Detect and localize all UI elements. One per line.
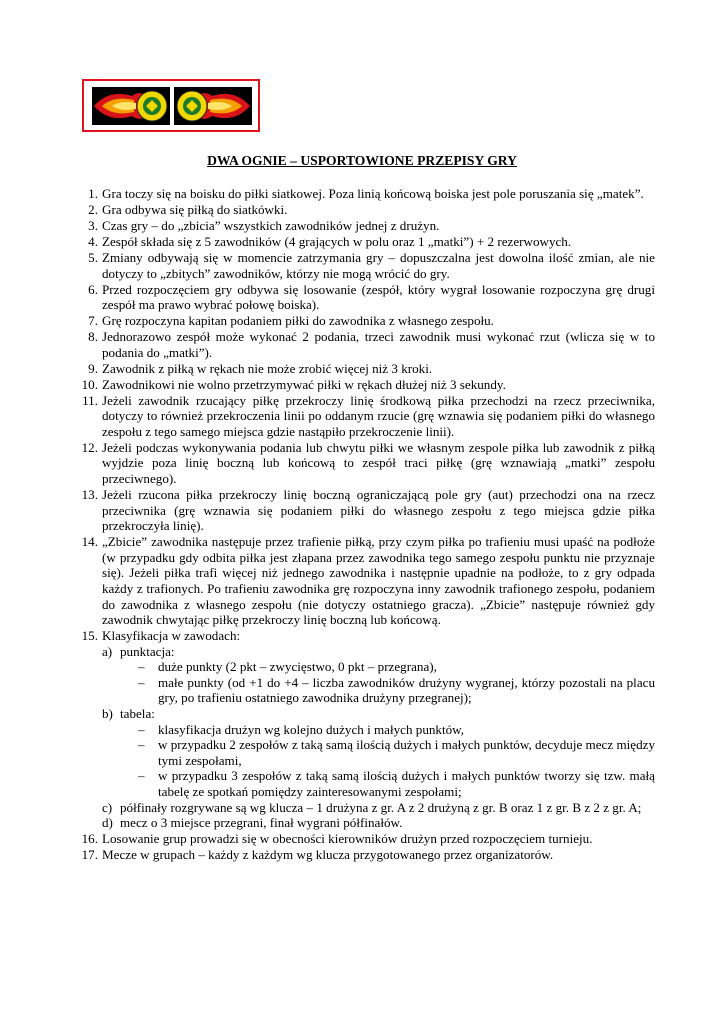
rule-item [88, 329, 655, 360]
list-item-text: klasyfikacja drużyn wg kolejno dużych i małych punktów, [158, 721, 465, 737]
document-title: DWA OGNIE – USPORTOWIONE PRZEPISY GRY [207, 153, 517, 168]
rule-text: Zawodnik z piłką w rękach nie może zrobić więcej niż 3 kroki. [102, 360, 433, 376]
classification-semifinals [102, 800, 655, 816]
rule-item [88, 249, 655, 281]
sub-text: mecz o 3 miejsce przegrani, finał wygrani półfinałów. [120, 815, 403, 831]
rule-item [88, 281, 655, 313]
sub-letter: d) [102, 815, 113, 831]
rule-number: 14. [81, 534, 98, 550]
rule-item [81, 847, 655, 863]
rule-item [88, 201, 655, 218]
rule-text: Zmiany odbywają się w momencie zatrzymania gry – dopuszczalna jest dowolna ilość zmian, ale nie dotyczy to „zbitych” zawodników, którzy nie mogą wrócić do gry. [102, 249, 655, 281]
rule-number: 15. [81, 628, 98, 644]
dash-bullet: – [138, 721, 145, 737]
rule-item [81, 439, 655, 487]
scoring-list [120, 659, 655, 706]
classification-scoring [102, 644, 655, 706]
rule-text: Mecze w grupach – każdy z każdym wg klucza przygotowanego przez organizatorów. [102, 847, 554, 863]
sub-label: punktacja: [120, 643, 175, 659]
rule-text: Gra odbywa się piłką do siatkówki. [102, 201, 288, 217]
list-item-text: małe punkty (od +1 do +4 – liczba zawodników drużyny wygranej, którzy pozostali na placu gry, po trafieniu ostatniego zawodnika drużyny przegranej); [158, 674, 655, 706]
list-item [138, 674, 655, 706]
sub-letter: a) [102, 643, 113, 659]
list-item [138, 721, 655, 738]
classification-table [102, 706, 655, 800]
rule-item [88, 217, 655, 234]
sub-label: tabela: [120, 706, 155, 722]
sub-text: półfinały rozgrywane są wg klucza – 1 drużyna z gr. A z 2 drużyną z gr. B oraz 1 z gr. B z 2 z gr. A; [120, 799, 642, 815]
rule-number: 4. [88, 233, 98, 249]
rule-text: Jeżeli podczas wykonywania podania lub chwytu piłki we własnym zespole piłka lub zawodnik z piłką wyjdzie poza linię boczną lub końcową to zespół traci piłkę (grę wznawiają „matki” zespołu przeciwnego). [102, 439, 655, 486]
fireball-icon [174, 87, 252, 125]
rule-number: 5. [88, 249, 98, 265]
list-item [138, 737, 655, 768]
list-item-text: w przypadku 3 zespołów z taką samą ilością dużych i małych punktów tworzy się tzw. małą tabelę ze spotkań pomiędzy zainteresowanymi zespołami; [158, 768, 655, 800]
rule-item [88, 186, 655, 202]
rule-text: Grę rozpoczyna kapitan podaniem piłki do zawodnika z własnego zespołu. [102, 313, 494, 329]
rule-number: 8. [88, 329, 98, 345]
rule-item [88, 360, 655, 377]
fireball-logo-left [92, 87, 170, 125]
rule-item [88, 313, 655, 329]
rule-number: 13. [81, 486, 98, 502]
rule-number: 7. [88, 313, 98, 329]
classification-list [102, 644, 655, 831]
rule-number: 16. [81, 831, 98, 847]
rule-number: 11. [82, 392, 98, 408]
rule-item [81, 534, 655, 628]
list-item [138, 659, 655, 675]
rule-text: Zawodnikowi nie wolno przetrzymywać piłki w rękach dłużej niż 3 sekundy. [102, 376, 506, 392]
rule-number: 2. [88, 201, 98, 217]
rule-text: Czas gry – do „zbicia” wszystkich zawodników jednej z drużyn. [102, 217, 440, 233]
dash-bullet: – [138, 674, 145, 690]
sub-letter: b) [102, 706, 113, 722]
rule-text: Zespół składa się z 5 zawodników (4 grających w polu oraz 1 „matki”) + 2 rezerwowych. [102, 233, 572, 249]
rule-item [82, 392, 655, 440]
rule-text: Jednorazowo zespół może wykonać 2 podania, trzeci zawodnik musi wykonać rzut (wlicza się w to podania do „matki”). [102, 329, 655, 360]
rule-text: Jeżeli zawodnik rzucający piłkę przekroczy linię środkową piłka przechodzi na rzecz przeciwnika, dotyczy to również przekroczenia linii po oddanym rzucie (grę wznawia się podaniem piłki do własnego zespołu z tego samego miejsca gdzie nastąpiło przekroczenie linii). [102, 392, 655, 439]
dash-bullet: – [138, 768, 145, 784]
rule-number: 1. [88, 186, 98, 201]
fireball-logo-right [174, 87, 252, 125]
rule-text: Klasyfikacja w zawodach: [102, 628, 241, 644]
rule-number: 12. [81, 439, 98, 455]
dash-bullet: – [138, 659, 145, 675]
rule-item [81, 376, 655, 393]
logo [82, 79, 260, 132]
rule-text: Przed rozpoczęciem gry odbywa się losowanie (zespół, który wygrał losowanie rozpoczyna grę drugi zespół ma prawo wybrać połowę boiska). [102, 281, 655, 313]
rule-number: 17. [81, 847, 98, 863]
rule-item-classification [81, 628, 655, 831]
sub-letter: c) [102, 799, 113, 815]
rule-text: Losowanie grup prowadzi się w obecności kierowników drużyn przed rozpoczęciem turnieju. [102, 831, 593, 847]
rule-number: 10. [81, 376, 98, 392]
rule-text: Gra toczy się na boisku do piłki siatkowej. Poza linią końcową boiska jest pole poruszania się „matek”. [102, 186, 644, 201]
rule-item [88, 233, 655, 250]
rule-text: „Zbicie” zawodnika następuje przez trafienie piłką, przy czym piłka po trafieniu musi upaść na podłoże (w przypadku gdy odbita piłka jest złapana przez zawodnika tego samego zespołu punktu nie przyznaje się). Jeżeli piłka trafi więcej niż jednego zawodnika i następnie upadnie na podłoże, to z gry odpada każdy z trafionych. Po trafieniu zawodnika grę rozpoczyna inny zawodnik trafionego zespołu, podaniem do zawodnika z własnego zespołu (nie dotyczy ostatniego gracza). „Zbicie” następuje również gdy zawodnik chwytając piłkę przekroczy linię boczną lub końcową. [102, 534, 655, 628]
rule-item [81, 831, 655, 847]
rule-number: 9. [88, 360, 98, 376]
list-item-text: duże punkty (2 pkt – zwycięstwo, 0 pkt – przegrana), [158, 659, 437, 675]
rules-list [81, 186, 655, 863]
dash-bullet: – [138, 737, 145, 753]
list-item-text: w przypadku 2 zespołów z taką samą ilością dużych i małych punktów, decyduje mecz między tymi zespołami, [158, 737, 655, 768]
rule-number: 6. [88, 281, 98, 297]
classification-finals [102, 815, 655, 831]
rule-item [81, 486, 655, 534]
list-item [138, 768, 655, 800]
rule-text: Jeżeli rzucona piłka przekroczy linię boczną ograniczającą pole gry (aut) przechodzi ona na rzecz przeciwnika (grę wznawia się podaniem piłki do własnego zespołu z tego miejsca gdzie piłka przekroczyła linię). [102, 486, 655, 534]
rule-number: 3. [88, 217, 98, 233]
fireball-icon [92, 87, 170, 125]
table-list [120, 722, 655, 800]
